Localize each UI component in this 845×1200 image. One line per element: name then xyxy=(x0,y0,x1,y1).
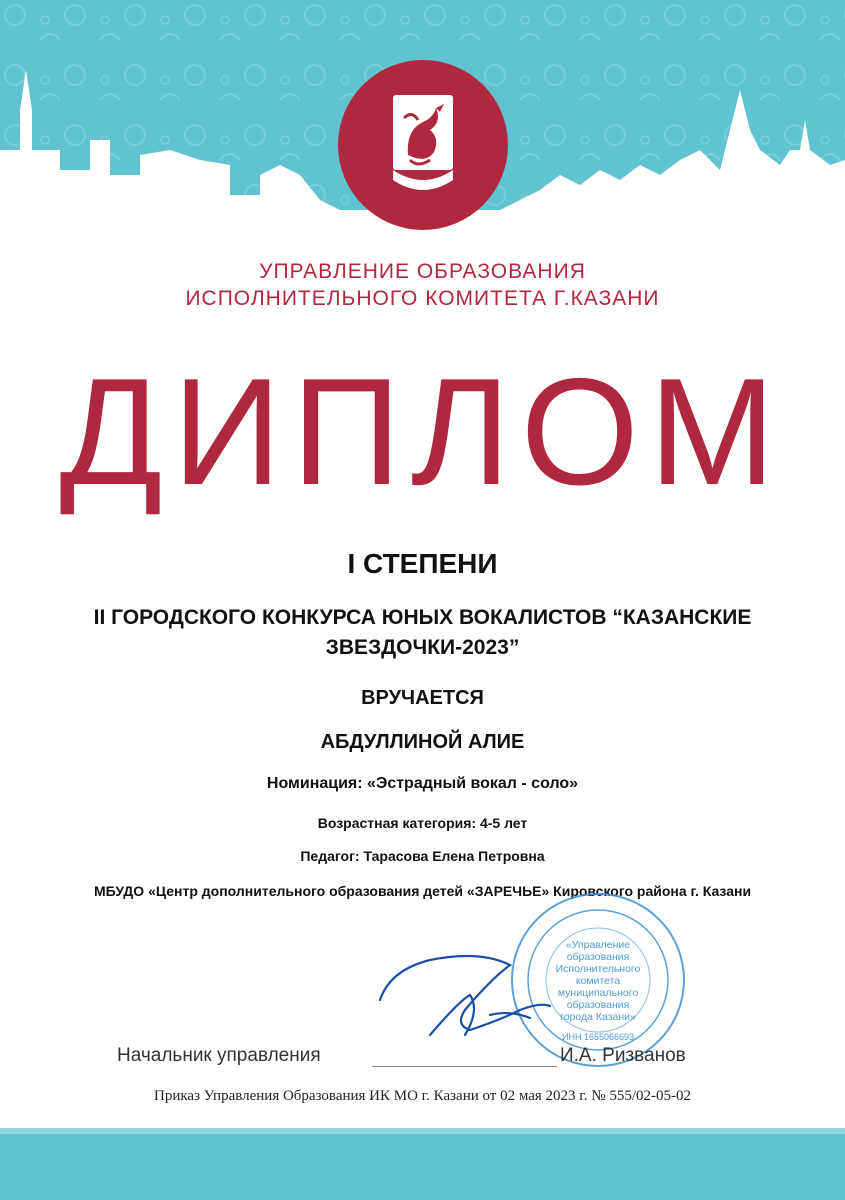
stamp-line: Исполнительного xyxy=(555,963,641,975)
contest-name-line-2: ЗВЕЗДОЧКИ-2023” xyxy=(325,636,520,659)
footer-band xyxy=(0,1128,845,1200)
handwritten-signature xyxy=(370,940,580,1050)
stamp-line: образования xyxy=(566,951,630,963)
stamp-line: образования xyxy=(566,999,630,1011)
signature-line xyxy=(372,1066,557,1067)
awarded-label: ВРУЧАЕТСЯ xyxy=(361,687,484,709)
signatory-title: Начальник управления xyxy=(117,1045,321,1066)
organization-line-1: УПРАВЛЕНИЕ ОБРАЗОВАНИЯ xyxy=(259,260,586,283)
stamp-line: города Казани» xyxy=(560,1011,636,1023)
organization-line-2: ИСПОЛНИТЕЛЬНОГО КОМИТЕТА Г.КАЗАНИ xyxy=(185,287,660,310)
degree-heading: I СТЕПЕНИ xyxy=(347,548,498,579)
order-reference: Приказ Управления Образования ИК МО г. Казани от 02 мая 2023 г. № 555/02-05-02 xyxy=(154,1088,691,1104)
kazan-coat-of-arms-icon xyxy=(338,60,508,230)
stamp-inn: ИНН 1655066693 xyxy=(561,1032,635,1042)
diploma-title: ДИПЛОМ xyxy=(59,347,786,517)
nomination-text: Номинация: «Эстрадный вокал - соло» xyxy=(266,775,579,792)
age-category-text: Возрастная категория: 4-5 лет xyxy=(317,815,528,831)
recipient-name: АБДУЛЛИНОЙ АЛИЕ xyxy=(320,731,525,753)
stamp-line: муниципального xyxy=(557,987,639,999)
teacher-text: Педагог: Тарасова Елена Петровна xyxy=(300,848,545,864)
stamp-line: «Управление xyxy=(565,939,631,951)
institution-text: МБУДО «Центр дополнительного образования детей «ЗАРЕЧЬЕ» Кировского района г. Казани xyxy=(93,883,752,899)
stamp-line: комитета xyxy=(575,975,621,987)
contest-name-line-1: II ГОРОДСКОГО КОНКУРСА ЮНЫХ ВОКАЛИСТОВ “КАЗАНСКИЕ xyxy=(93,606,752,629)
signatory-name: И.А. Ризванов xyxy=(560,1045,686,1066)
